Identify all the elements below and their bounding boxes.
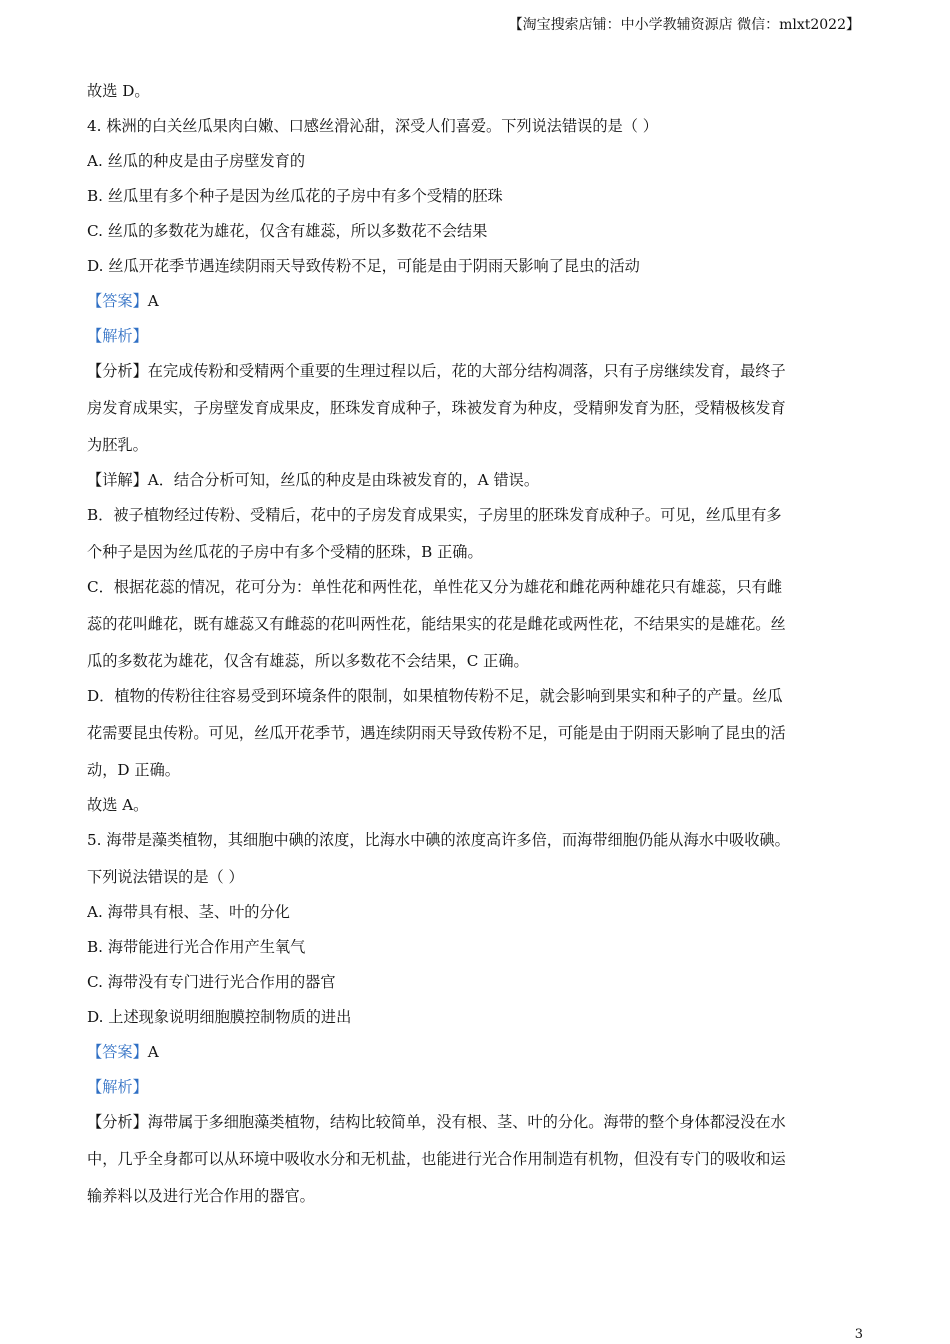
question-5-fenxi (87, 1109, 859, 1209)
question-4-fenxi (87, 358, 859, 458)
question-4-analysis-heading (87, 323, 859, 349)
xiangjie-line: 瓜的多数花为雄花，仅含有雄蕊，所以多数花不会结果，C 正确。 (87, 652, 529, 670)
fenxi-line (87, 358, 859, 384)
answer-tag: 【答案】 (87, 1043, 148, 1061)
question-4-xiangjie-c (87, 574, 859, 674)
fenxi-line: 输养料以及进行光合作用的器官。 (87, 1187, 315, 1205)
answer-value: A (147, 1043, 159, 1061)
answer-tag: 【答案】 (87, 292, 148, 310)
question-4-xiangjie-b (87, 502, 859, 565)
fenxi-line: 中，几乎全身都可以从环境中吸收水分和无机盐，也能进行光合作用制造有机物，但没有专门的吸收和运 (87, 1150, 786, 1168)
analysis-tag: 【解析】 (87, 1078, 148, 1096)
page-header: 【淘宝搜索店铺：中小学教辅资源店 微信：mlxt2022】 (508, 17, 860, 33)
fenxi-line (87, 1109, 859, 1135)
question-5-option-c: C. 海带没有专门进行光合作用的器官 (87, 973, 336, 991)
xiangjie-line: 个种子是因为丝瓜花的子房中有多个受精的胚珠，B 正确。 (87, 543, 483, 561)
xiangjie-line: D．植物的传粉往往容易受到环境条件的限制，如果植物传粉不足，就会影响到果实和种子的产量。丝瓜 (87, 687, 783, 705)
fenxi-tag: 【分析】 (87, 362, 148, 380)
xiangjie-line: 动，D 正确。 (87, 761, 180, 779)
xiangjie-line: 蕊的花叫雌花，既有雄蕊又有雌蕊的花叫两性花，能结果实的花是雌花或两性花，不结果实的是雄花。丝 (87, 615, 786, 633)
fenxi-text: 在完成传粉和受精两个重要的生理过程以后，花的大部分结构凋落，只有子房继续发育，最终子 (147, 362, 786, 380)
xiangjie-tag: 【详解】 (87, 471, 148, 489)
question-5-option-b: B. 海带能进行光合作用产生氧气 (87, 938, 306, 956)
question-4-xiangjie-d (87, 683, 859, 783)
page-number: 3 (854, 1327, 863, 1342)
xiangjie-line: C．根据花蕊的情况，花可分为：单性花和两性花，单性花又分为雄花和雌花两种雄花只有雄蕊，只有雌 (87, 578, 783, 596)
question-4-option-c: C. 丝瓜的多数花为雄花，仅含有雄蕊，所以多数花不会结果 (87, 222, 488, 240)
question-4-choice: 故选 A。 (87, 796, 149, 814)
document-body (87, 78, 859, 1218)
question-4-option-b: B. 丝瓜里有多个种子是因为丝瓜花的子房中有多个受精的胚珠 (87, 187, 503, 205)
question-5-stem-line: 5. 海带是藻类植物，其细胞中碘的浓度，比海水中碘的浓度高许多倍，而海带细胞仍能从海水中吸收碘。 (87, 831, 790, 849)
question-5-option-d: D. 上述现象说明细胞膜控制物质的进出 (87, 1008, 352, 1026)
question-5-answer (87, 1039, 859, 1065)
question-4-option-a: A. 丝瓜的种皮是由子房壁发育的 (87, 152, 306, 170)
question-4-xiangjie-a (87, 467, 859, 493)
question-5-option-a: A. 海带具有根、茎、叶的分化 (87, 903, 290, 921)
question-5-stem-line: 下列说法错误的是（ ） (87, 868, 244, 886)
question-4-answer (87, 288, 859, 314)
xiangjie-text: A．结合分析可知，丝瓜的种皮是由珠被发育的，A 错误。 (147, 471, 540, 489)
fenxi-text: 海带属于多细胞藻类植物，结构比较简单，没有根、茎、叶的分化。海带的整个身体都浸没在水 (147, 1113, 786, 1131)
xiangjie-line: B．被子植物经过传粉、受精后，花中的子房发育成果实，子房里的胚珠发育成种子。可见，丝瓜里有多 (87, 506, 782, 524)
question-5-stem (87, 827, 859, 890)
question-4-option-d: D. 丝瓜开花季节遇连续阴雨天导致传粉不足，可能是由于阴雨天影响了昆虫的活动 (87, 257, 640, 275)
answer-value: A (147, 292, 159, 310)
fenxi-line: 为胚乳。 (87, 436, 148, 454)
previous-answer-choice: 故选 D。 (87, 82, 150, 100)
fenxi-tag: 【分析】 (87, 1113, 148, 1131)
question-5-analysis-heading (87, 1074, 859, 1100)
analysis-tag: 【解析】 (87, 327, 148, 345)
fenxi-line: 房发育成果实，子房壁发育成果皮，胚珠发育成种子，珠被发育为种皮，受精卵发育为胚，受精极核发育 (87, 399, 786, 417)
xiangjie-line: 花需要昆虫传粉。可见，丝瓜开花季节，遇连续阴雨天导致传粉不足，可能是由于阴雨天影响了昆虫的活 (87, 724, 786, 742)
question-4-stem: 4. 株洲的白关丝瓜果肉白嫩、口感丝滑沁甜，深受人们喜爱。下列说法错误的是（ ） (87, 117, 658, 135)
